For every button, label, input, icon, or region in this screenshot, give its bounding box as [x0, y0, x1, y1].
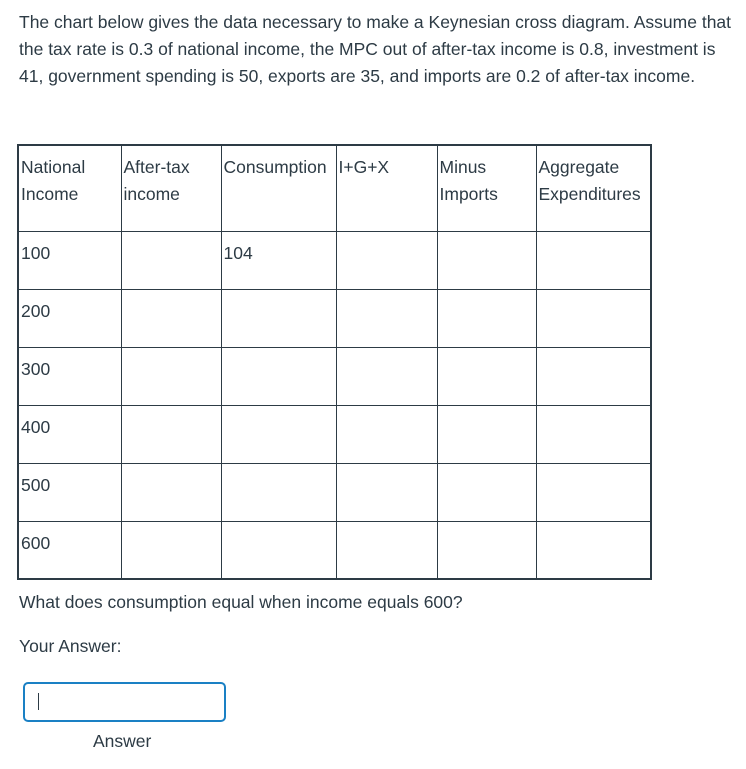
- table-cell: [221, 463, 336, 521]
- table-cell: [221, 289, 336, 347]
- table-cell: 104: [221, 231, 336, 289]
- table-cell: [121, 347, 221, 405]
- table-cell: [121, 231, 221, 289]
- table-row: [18, 463, 651, 521]
- header-minus-imports: Minus Imports: [437, 145, 536, 231]
- table-cell: [437, 405, 536, 463]
- table-cell: [336, 463, 437, 521]
- table-cell: [536, 347, 651, 405]
- table-cell: [121, 289, 221, 347]
- table-row: [18, 289, 651, 347]
- table-cell: [437, 521, 536, 579]
- table-cell: [437, 289, 536, 347]
- table-cell: 100: [18, 231, 121, 289]
- answer-input-label: Answer: [93, 731, 152, 751]
- question-text: What does consumption equal when income equals 600?: [19, 592, 463, 612]
- problem-intro: The chart below gives the data necessary to make a Keynesian cross diagram. Assume that the tax rate is 0.3 of national income, the MPC out of after-tax income is 0.8, investment is 41, government spending is 50, exports are 35, and imports are 0.2 of after-tax income.: [19, 12, 732, 86]
- answer-input[interactable]: [23, 682, 226, 722]
- table-cell: [536, 231, 651, 289]
- table-cell: [221, 347, 336, 405]
- table-cell: [221, 405, 336, 463]
- table-cell: [336, 405, 437, 463]
- keynesian-cross-table: [17, 144, 652, 580]
- table-cell: [221, 521, 336, 579]
- table-cell: 400: [18, 405, 121, 463]
- table-cell: [536, 521, 651, 579]
- table-cell: [437, 231, 536, 289]
- table-cell: [121, 405, 221, 463]
- header-aggregate-expenditures: Aggregate Expenditures: [536, 145, 651, 231]
- table-row: [18, 405, 651, 463]
- header-after-tax-income: After-tax income: [121, 145, 221, 231]
- table-cell: 600: [18, 521, 121, 579]
- table-row: [18, 521, 651, 579]
- your-answer-label: Your Answer:: [19, 636, 122, 656]
- table-cell: [121, 463, 221, 521]
- table-cell: [336, 289, 437, 347]
- table-cell: 500: [18, 463, 121, 521]
- table-cell: [437, 463, 536, 521]
- table-row: [18, 347, 651, 405]
- table-cell: [336, 347, 437, 405]
- text-cursor: [38, 693, 39, 710]
- table-cell: [336, 231, 437, 289]
- table-cell: 200: [18, 289, 121, 347]
- table-cell: [536, 405, 651, 463]
- header-igx: I+G+X: [336, 145, 437, 231]
- table-row: [18, 231, 651, 289]
- table-cell: [536, 289, 651, 347]
- table-cell: [336, 521, 437, 579]
- table-cell: [536, 463, 651, 521]
- table-cell: [437, 347, 536, 405]
- table-cell: 300: [18, 347, 121, 405]
- table-cell: [121, 521, 221, 579]
- table-header-row: [18, 145, 651, 231]
- header-consumption: Consumption: [221, 145, 336, 231]
- header-national-income: National Income: [18, 145, 121, 231]
